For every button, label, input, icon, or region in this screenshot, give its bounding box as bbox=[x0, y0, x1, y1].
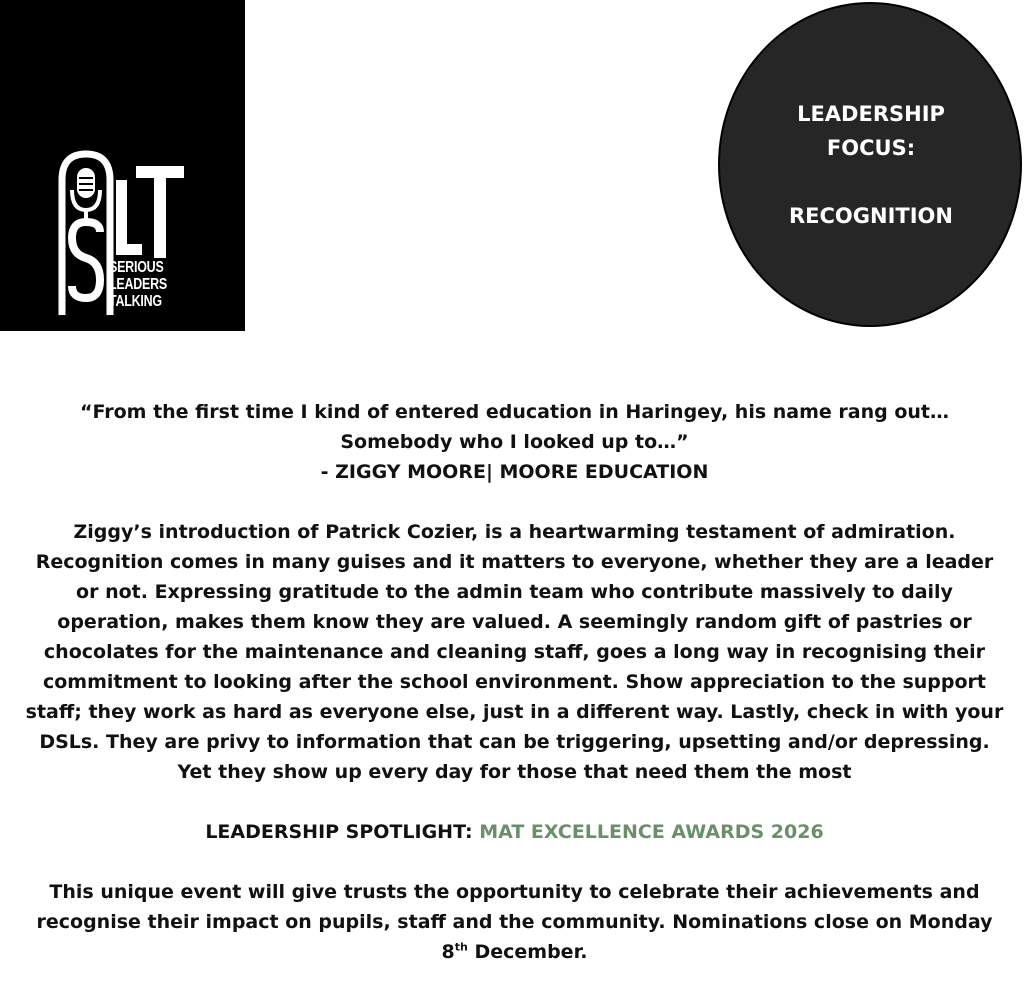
quote-line-2: Somebody who I looked up to…” bbox=[340, 431, 689, 453]
body-line: or not. Expressing gratitude to the admin team who contribute massively to daily bbox=[76, 581, 953, 603]
logo-word-serious: SERIOUS bbox=[109, 259, 164, 276]
event-date-suffix: th bbox=[454, 940, 468, 954]
quote-block bbox=[0, 397, 1029, 487]
body-line: chocolates for the maintenance and cleaning staff, goes a long way in recognising their bbox=[43, 641, 986, 663]
event-line-1: This unique event will give trusts the opportunity to celebrate their achievements and bbox=[49, 881, 980, 903]
logo-word-talking: TALKING bbox=[109, 293, 162, 310]
event-date-rest: December. bbox=[467, 941, 588, 963]
logo bbox=[0, 0, 245, 331]
quote-attribution: - ZIGGY MOORE| MOORE EDUCATION bbox=[320, 461, 709, 483]
focus-line-1: LEADERSHIP bbox=[797, 102, 945, 126]
body-line: Ziggy’s introduction of Patrick Cozier, is a heartwarming testament of admiration. bbox=[73, 521, 956, 543]
focus-line-2: FOCUS: bbox=[826, 136, 916, 160]
body-line: commitment to looking after the school environment. Show appreciation to the support bbox=[42, 671, 987, 693]
event-line-2: recognise their impact on pupils, staff and the community. Nominations close on Monday bbox=[36, 911, 993, 933]
event-paragraph bbox=[0, 877, 1029, 967]
body-line: Recognition comes in many guises and it matters to everyone, whether they are a leader bbox=[35, 551, 994, 573]
event-date-day: 8 bbox=[441, 941, 455, 963]
logo-wordmark bbox=[109, 259, 167, 310]
body-line: operation, makes them know they are valued. A seemingly random gift of pastries or bbox=[57, 611, 972, 633]
spotlight-heading bbox=[0, 817, 1029, 847]
focus-line-3: RECOGNITION bbox=[789, 204, 953, 228]
spotlight-label: LEADERSHIP SPOTLIGHT: bbox=[205, 821, 480, 843]
quote-line-1: “From the first time I kind of entered education in Haringey, his name rang out… bbox=[79, 401, 950, 423]
spotlight-event-link[interactable]: MAT EXCELLENCE AWARDS 2026 bbox=[479, 821, 824, 843]
body-paragraph bbox=[0, 517, 1029, 787]
body-line: DSLs. They are privy to information that can be triggering, upsetting and/or depressing. bbox=[39, 731, 990, 753]
body-line: Yet they show up every day for those that need them the most bbox=[177, 761, 852, 783]
event-date bbox=[0, 937, 1029, 967]
logo-word-leaders: LEADERS bbox=[109, 276, 168, 293]
body-line: staff; they work as hard as everyone else, just in a different way. Lastly, check in with your bbox=[25, 701, 1004, 723]
focus-badge-text bbox=[720, 97, 1022, 233]
article-content bbox=[0, 397, 1029, 967]
